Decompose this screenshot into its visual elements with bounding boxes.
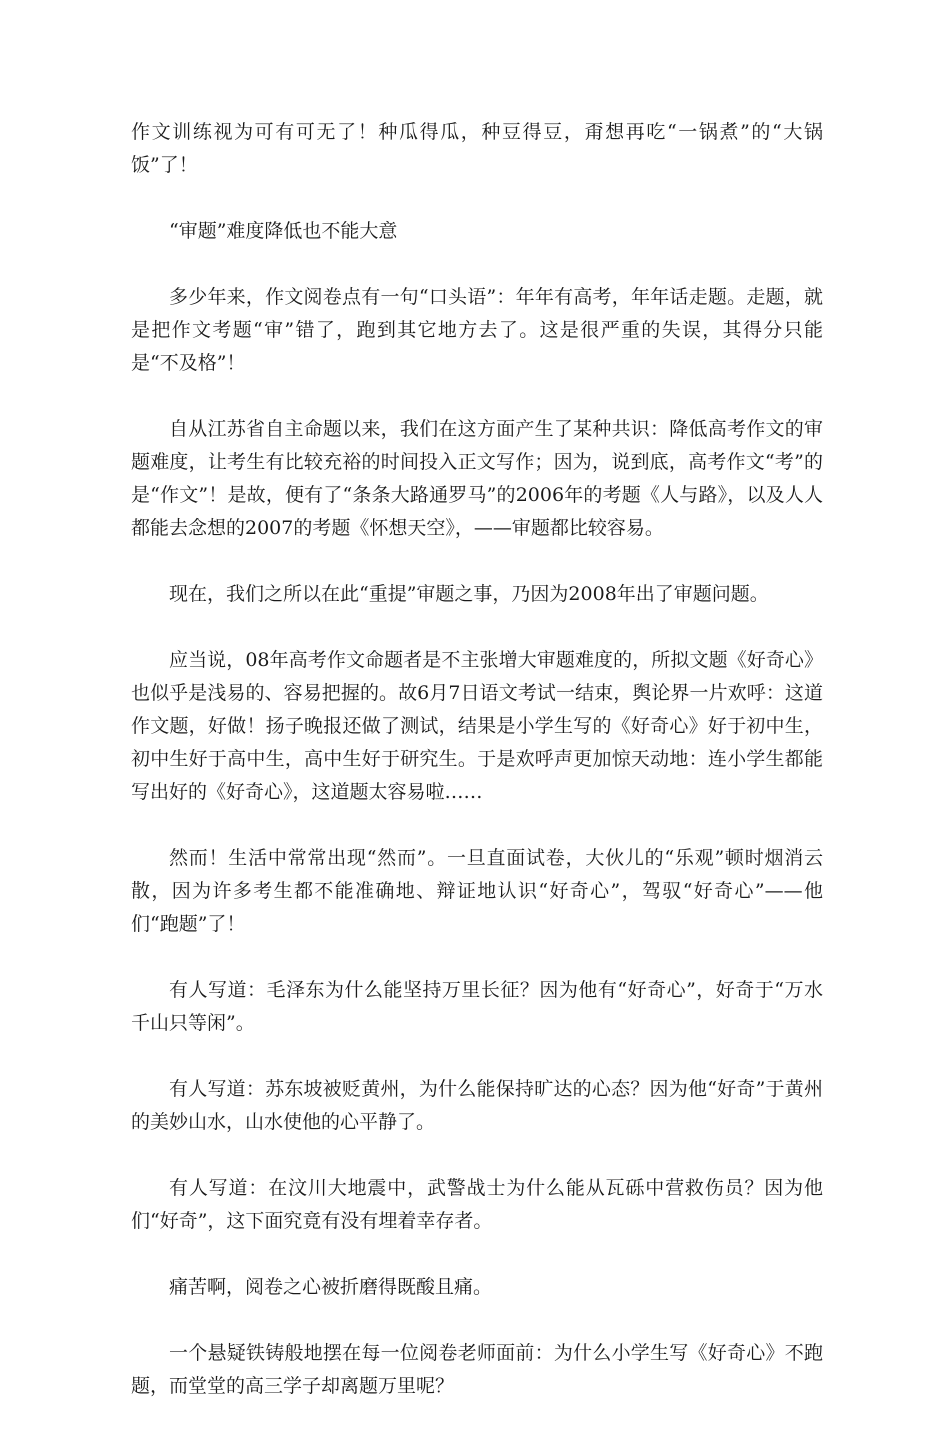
paragraph: 多少年来，作文阅卷点有一句“口头语”：年年有高考，年年话走题。走题，就是把作文考题“审”错了，跑到其它地方去了。这是很严重的失误，其得分只能是“不及格”！ [131, 286, 823, 374]
paragraph: 一个悬疑铁铸般地摆在每一位阅卷老师面前：为什么小学生写《好奇心》不跑题，而堂堂的高三学子却离题万里呢？ [131, 1342, 823, 1397]
paragraph: 痛苦啊，阅卷之心被折磨得既酸且痛。 [169, 1276, 493, 1298]
paragraph: 然而！生活中常常出现“然而”。一旦直面试卷，大伙儿的“乐观”顿时烟消云散，因为许多考生都不能准确地、辩证地认识“好奇心”，驾驭“好奇心”——他们“跑题”了！ [131, 847, 823, 935]
paragraph-continuation: 作文训练视为可有可无了！种瓜得瓜，种豆得豆，甭想再吃“一锅煮”的“大锅饭”了！ [131, 121, 823, 176]
document-body [131, 116, 823, 1436]
paragraph: 有人写道：毛泽东为什么能坚持万里长征？因为他有“好奇心”，好奇于“万水千山只等闲”。 [131, 979, 823, 1034]
paragraph: 现在，我们之所以在此“重提”审题之事，乃因为2008年出了审题问题。 [169, 583, 769, 605]
paragraph: 有人写道：苏东坡被贬黄州，为什么能保持旷达的心态？因为他“好奇”于黄州的美妙山水，山水使他的心平静了。 [131, 1078, 823, 1133]
paragraph: 自从江苏省自主命题以来，我们在这方面产生了某种共识：降低高考作文的审题难度，让考生有比较充裕的时间投入正文写作；因为，说到底，高考作文“考”的是“作文”！是故，便有了“条条大路通罗马”的2006年的考题《人与路》，以及人人都能去念想的2007的考题《怀想天空》，——审题都比较容易。 [131, 418, 823, 539]
paragraph: 有人写道：在汶川大地震中，武警战士为什么能从瓦砾中营救伤员？因为他们“好奇”，这下面究竟有没有埋着幸存者。 [131, 1177, 823, 1232]
section-heading: “审题”难度降低也不能大意 [169, 220, 398, 242]
paragraph: 应当说，08年高考作文命题者是不主张增大审题难度的，所拟文题《好奇心》也似乎是浅易的、容易把握的。故6月7日语文考试一结束，舆论界一片欢呼：这道作文题，好做！扬子晚报还做了测试，结果是小学生写的《好奇心》好于初中生，初中生好于高中生，高中生好于研究生。于是欢呼声更加惊天动地：连小学生都能写出好的《好奇心》，这道题太容易啦…… [131, 649, 823, 803]
